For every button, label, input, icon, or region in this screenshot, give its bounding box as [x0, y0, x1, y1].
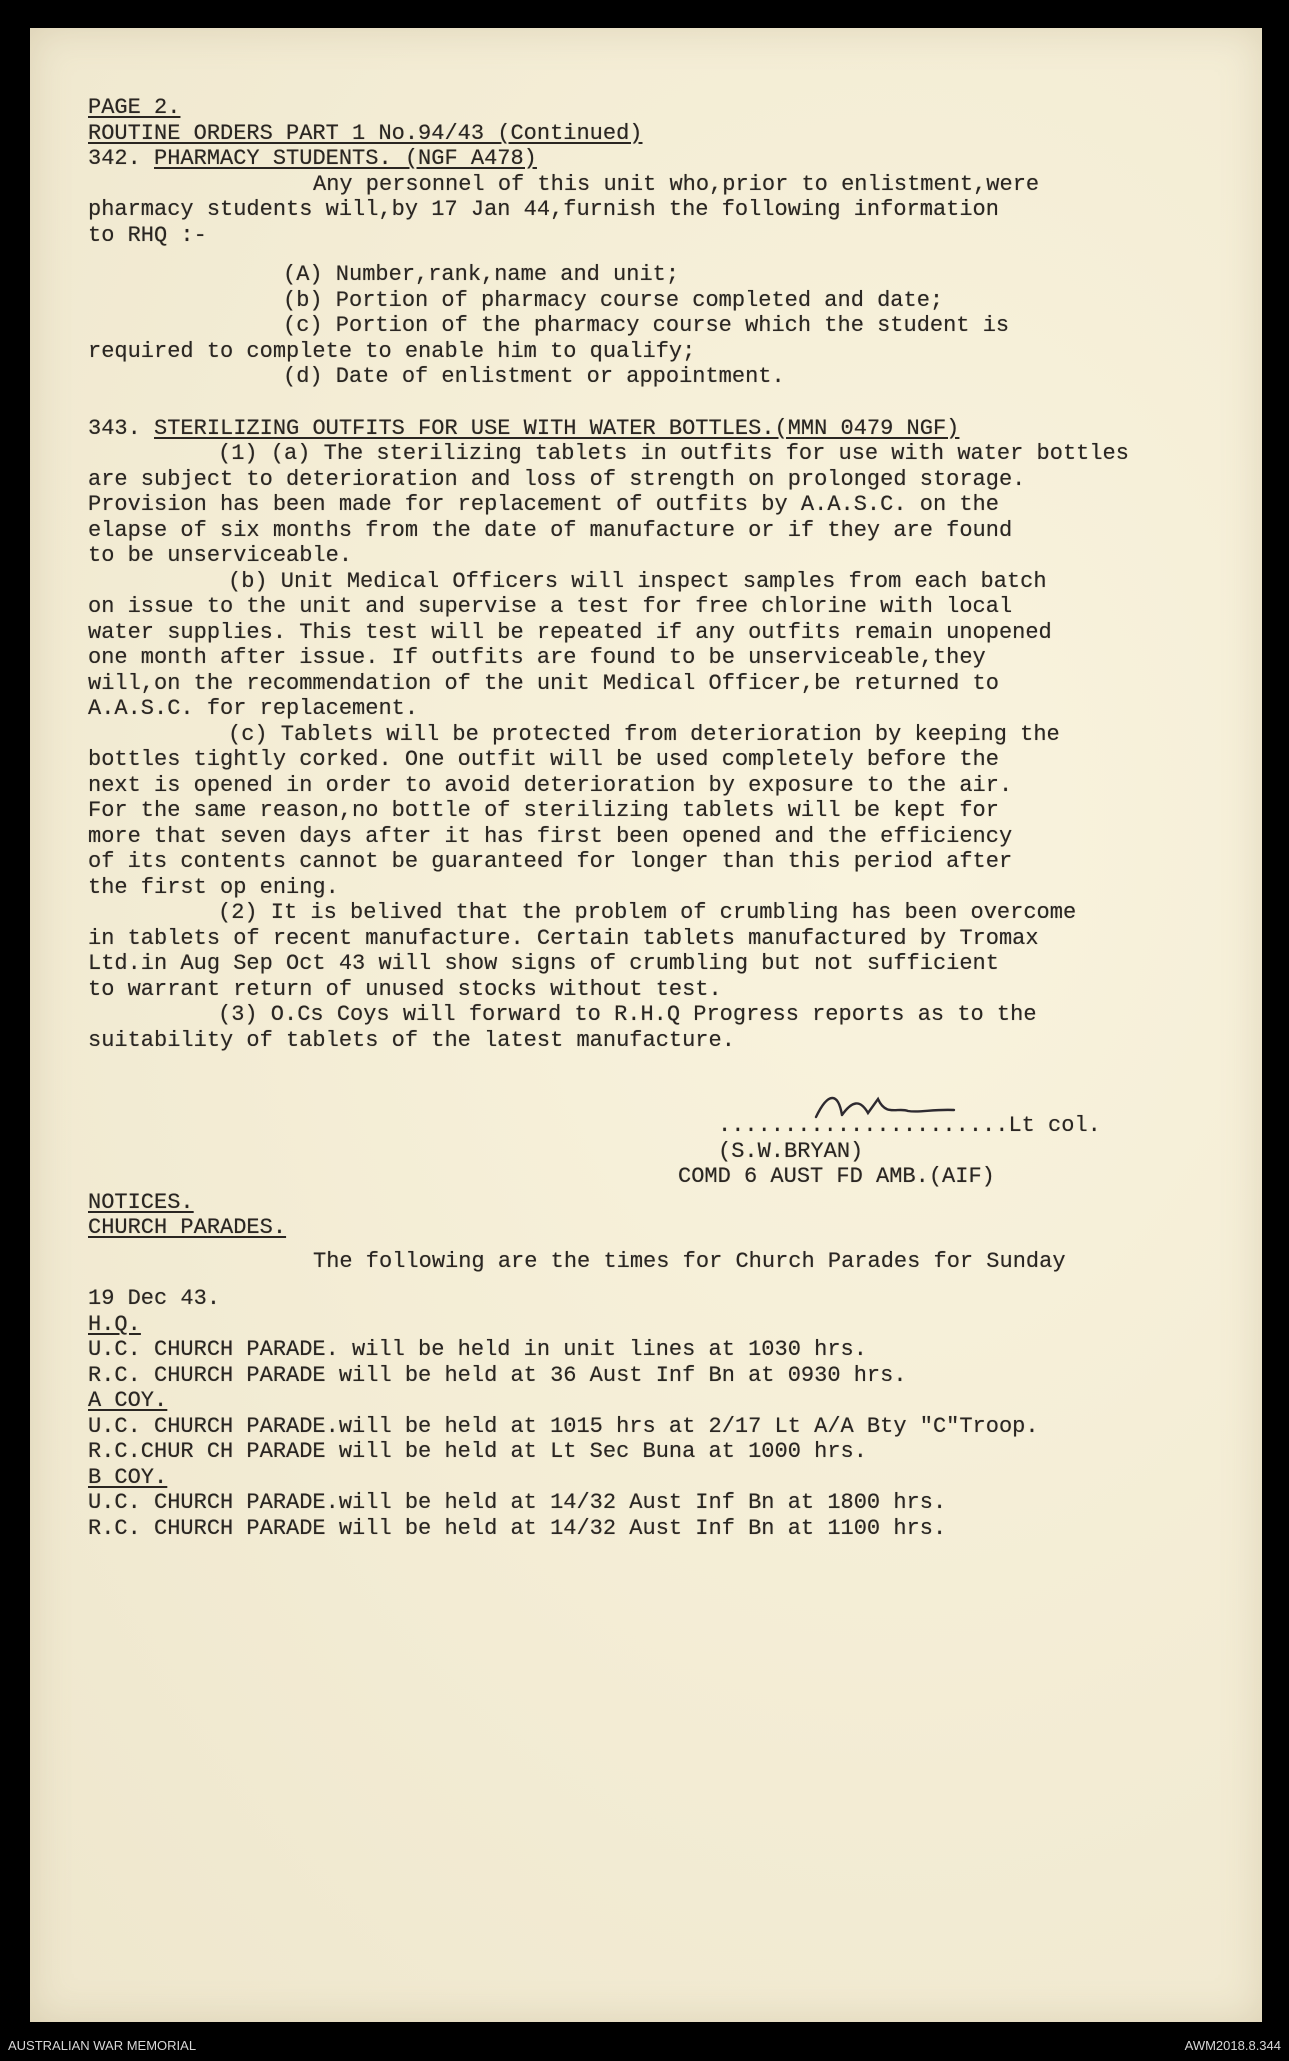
- section-343-para-line: to warrant return of unused stocks without test.: [88, 976, 722, 1002]
- section-343-para-line: water supplies. This test will be repeated if any outfits remain unopened: [88, 619, 1052, 645]
- section-342-intro-line: Any personnel of this unit who,prior to enlistment,were: [313, 171, 1040, 197]
- section-342-intro-line: to RHQ :-: [88, 222, 207, 248]
- section-343-para-line: (2) It is belived that the problem of crumbling has been overcome: [218, 900, 1077, 925]
- routine-orders-document: [88, 95, 1218, 1541]
- hq-label: H.Q.: [88, 1311, 141, 1337]
- section-342-number: 342.: [88, 146, 141, 171]
- section-342-heading: PHARMACY STUDENTS. (NGF A478): [154, 146, 537, 171]
- footer-source: AUSTRALIAN WAR MEMORIAL: [8, 2038, 197, 2053]
- signatory-name: (S.W.BRYAN): [718, 1138, 864, 1164]
- section-343-para-line: (c) Tablets will be protected from deterioration by keeping the: [228, 721, 1060, 747]
- section-343-para-line: in tablets of recent manufacture. Certain tablets manufactured by Tromax: [88, 925, 1039, 951]
- section-342-item-b: (b) Portion of pharmacy course completed and date;: [283, 287, 944, 313]
- section-343-para-line: to be unserviceable.: [88, 543, 353, 568]
- section-343-para-line: Provision has been made for replacement of outfits by A.A.S.C. on the: [88, 492, 999, 517]
- section-343-para-line: next is opened in order to avoid deterioration by exposure to the air.: [88, 772, 1013, 798]
- section-342-item-d: (d) Date of enlistment or appointment.: [283, 364, 785, 389]
- section-343-para-line: are subject to deterioration and loss of strength on prolonged storage.: [88, 466, 1026, 492]
- signatory-appointment: COMD 6 AUST FD AMB.(AIF): [678, 1164, 995, 1189]
- section-343-para-line: (b) Unit Medical Officers will inspect samples from each batch: [228, 568, 1047, 594]
- section-343-para-line: A.A.S.C. for replacement.: [88, 696, 419, 721]
- section-343-para-line: one month after issue. If outfits are found to be unserviceable,they: [88, 645, 986, 670]
- section-343-para-line: For the same reason,no bottle of sterilizing tablets will be kept for: [88, 798, 999, 823]
- section-343-heading: STERILIZING OUTFITS FOR USE WITH WATER BOTTLES.(MMN 0479 NGF): [154, 415, 960, 441]
- section-343-para-line: will,on the recommendation of the unit Medical Officer,be returned to: [88, 670, 999, 696]
- section-343-para-line: elapse of six months from the date of manufacture or if they are found: [88, 517, 1013, 543]
- a-coy-uc-parade: U.C. CHURCH PARADE.will be held at 1015 hrs at 2/17 Lt A/A Bty "C"Troop.: [88, 1413, 1039, 1439]
- a-coy-label: A COY.: [88, 1388, 168, 1413]
- section-343-number: 343.: [88, 415, 141, 441]
- church-parades-intro: The following are the times for Church Parades for Sunday: [313, 1248, 1066, 1274]
- section-342-title: [88, 146, 1218, 172]
- footer-accession-number: AWM2018.8.344: [1184, 2038, 1281, 2053]
- hq-rc-parade: R.C. CHURCH PARADE will be held at 36 Aust Inf Bn at 0930 hrs.: [88, 1362, 907, 1388]
- section-342-item-a: (A) Number,rank,name and unit;: [283, 262, 680, 287]
- section-343-para-line: bottles tightly corked. One outfit will be used completely before the: [88, 747, 999, 772]
- section-342-item-c-cont: required to complete to enable him to qualify;: [88, 338, 696, 364]
- signature-line: ......................Lt col.: [718, 1113, 1101, 1138]
- section-342-intro-line: pharmacy students will,by 17 Jan 44,furnish the following information: [88, 197, 999, 222]
- section-343-para-line: Ltd.in Aug Sep Oct 43 will show signs of crumbling but not sufficient: [88, 951, 999, 976]
- page-title: PAGE 2.: [88, 95, 181, 120]
- section-343-para-line: (1) (a) The sterilizing tablets in outfits for use with water bottles: [218, 441, 1129, 466]
- church-parades-heading: CHURCH PARADES.: [88, 1215, 287, 1240]
- notices-heading: NOTICES.: [88, 1189, 194, 1215]
- handwritten-signature: [808, 1087, 958, 1127]
- orders-header: ROUTINE ORDERS PART 1 No.94/43 (Continued): [88, 120, 643, 146]
- section-343-para-line: more that seven days after it has first been opened and the efficiency: [88, 823, 1013, 849]
- section-343-para-line: the first op ening.: [88, 874, 339, 900]
- church-parades-date: 19 Dec 43.: [88, 1286, 221, 1311]
- section-343-para-line: of its contents cannot be guaranteed for longer than this period after: [88, 849, 1013, 874]
- b-coy-label: B COY.: [88, 1464, 168, 1490]
- hq-uc-parade: U.C. CHURCH PARADE. will be held in unit lines at 1030 hrs.: [88, 1337, 867, 1362]
- image-footer: [0, 2033, 1289, 2061]
- section-343-para-line: suitability of tablets of the latest manufacture.: [88, 1027, 735, 1053]
- section-343-para-line: (3) O.Cs Coys will forward to R.H.Q Progress reports as to the: [218, 1002, 1037, 1027]
- section-342-item-c: (c) Portion of the pharmacy course which the student is: [283, 313, 1010, 338]
- section-343-title: [88, 416, 1218, 442]
- section-343-para-line: on issue to the unit and supervise a test for free chlorine with local: [88, 594, 1013, 619]
- a-coy-rc-parade: R.C.CHUR CH PARADE will be held at Lt Sec Buna at 1000 hrs.: [88, 1439, 867, 1464]
- b-coy-uc-parade: U.C. CHURCH PARADE.will be held at 14/32 Aust Inf Bn at 1800 hrs.: [88, 1490, 947, 1515]
- b-coy-rc-parade: R.C. CHURCH PARADE will be held at 14/32 Aust Inf Bn at 1100 hrs.: [88, 1515, 947, 1541]
- signature-block: [678, 1113, 1218, 1190]
